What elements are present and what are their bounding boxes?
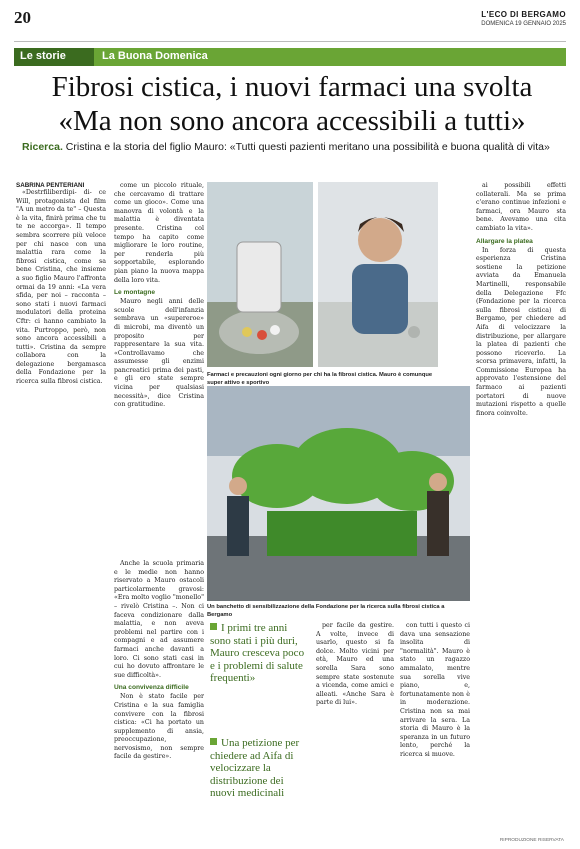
column-3-text: Anche la scuola primaria e le medie non hanno riservato a Mauro ostacoli particolarmente gravosi: «Era molto voglio "monello" – rivelò Cristina –. Non ci faceva condizionare dalla malattia, e non aveva problemi nel partire con i compagni e ad assumere farmaci anche davanti a loro. Ci sono stati casi in cui ho dovuto affrontare le sue difficoltà». (114, 560, 204, 679)
photo-stand (207, 386, 470, 601)
column-6-text: con tutti i questo ci dava una sensazione insolita di "normalità". Mauro è stato un ragazzo ammalato, mentre sua sorella vive piano, e, fortunatamente non è in moderazione. Cristina non sa mai arrivare la sera. La storia di Mauro è la speranza in un futuro lento, perché la ricerca si muove. (400, 622, 470, 758)
medication-illustration (207, 182, 313, 367)
section-primary: Le storie (14, 48, 94, 66)
paper-date: DOMENICA 19 GENNAIO 2025 (481, 21, 566, 27)
article-column-4 (476, 182, 566, 832)
paper-name: L'ECO DI BERGAMO (481, 10, 566, 19)
pullquote-marker (210, 623, 217, 630)
section-secondary: La Buona Domenica (94, 48, 566, 66)
article-column-2-bottom (114, 560, 204, 832)
masthead (14, 8, 566, 42)
caption-photo-stand: Un banchetto di sensibilizzazione della Fondazione per la ricerca sulla fibrosi cistica a Bergamo (207, 604, 445, 618)
headline (22, 70, 562, 138)
pullquote-marker (210, 738, 217, 745)
article-column-6 (400, 622, 470, 834)
column-5-text: per facile da gestire. A volte, invece di usarlo, questo si fa dolce. Molto vicini per età, Mauro ed una sorella Sara sono sempre state sostenute a vicenda, come amici e alleati. «Anche Sara è parte di lui». (316, 622, 394, 707)
pullquote-2-text: Una petizione per chiedere ad Aifa di velocizzare la distribuzione dei nuovi medicinali (210, 737, 300, 799)
pullquote-1 (210, 622, 310, 685)
caption-photos-top: Farmaci e precauzioni ogni giorno per chi ha la fibrosi cistica. Mauro è comunque super attivo e sportivo (207, 372, 433, 386)
section-bar (14, 48, 566, 66)
subhead-montagne: Le montagne (114, 289, 156, 297)
pullquote-2 (210, 737, 310, 800)
headline-line-2: «Ma non sono ancora accessibili a tutti» (58, 105, 526, 137)
column-2-text: come un piccolo rituale, che cercavamo di trattare come un gioco». Come una manovra di volontà e la malattia è diventata presente. Cristina col tempo ha capito come migliorare le loro routine, per renderla più sopportabile, esplorando pian piano la nuova mappa della loro vita. (114, 182, 204, 284)
footer-credit: RIPRODUZIONE RISERVATA (499, 838, 564, 843)
subhead-convivenza: Una convivenza difficile (114, 684, 189, 692)
photo-medication (207, 182, 313, 367)
portrait-illustration (318, 182, 438, 367)
kicker-text: Cristina e la storia del figlio Mauro: «Tutti questi pazienti meritano una possibilità e buona qualità di vita» (62, 141, 550, 153)
column-2b-text: Mauro negli anni delle scuole dell'infanzia sembrava un «supereroe» di microbi, ma diventò un proposito per rappresentare la sua vita. «Controllavamo che assumesse gli enzimi pancreatici prima dei pasti, e gli ero state sempre vicina per qualsiasi necessità», dice Cristina con gratitudine. (114, 298, 204, 409)
column-4-text: ai possibili effetti collaterali. Ma se prima c'erano continue infezioni e farmaci, ora Mauro sta bene. Avevamo una cita cambiato la vita». (476, 182, 566, 232)
kicker (22, 140, 562, 154)
article-column-1 (16, 182, 106, 832)
stand-illustration (207, 386, 470, 601)
byline: SABRINA PENTERIANI (16, 182, 85, 189)
column-bottom-text: Non è stato facile per Cristina e la sua famiglia convivere con la fibrosi cistica: «Ci ha portato un supplemento di ansia, preoccupazione, nervosismo, non sempre facile da gestire». (114, 693, 204, 761)
kicker-lead: Ricerca. (22, 141, 63, 153)
subhead-platea: Allargare la platea (476, 237, 533, 245)
pullquote-1-text: I primi tre anni sono stati i più duri, Mauro cresceva poco e i problemi di salute frequenti» (210, 622, 305, 684)
photo-portrait (318, 182, 438, 367)
headline-line-1: Fibrosi cistica, i nuovi farmaci una svolta (51, 71, 533, 103)
column-1-text: «Destrfiliberdipi- di- ce Will, protagonista del film "A un metro da te" – Questa è la vita, finirà prima che tu te ne accorga». Il tempo sembra scorrere più veloce per chi nasce con una malattia rara come la fibrosi cistica, come sa bene Cristina, che insieme a suo figlio Mauro l'affronta ormai da 19 anni: «La vera sfida, per noi – racconta – sono stati i nuovi farmaci modulatori della proteina Cftr: ci hanno cambiato la vita. Purtroppo, però, non sono ancora accessibili a tutti». Cristina da sempre collabora con la delegazione bergamasca della Fondazione per la ricerca sulla fibrosi cistica. (16, 189, 106, 386)
article-column-2 (114, 182, 204, 557)
article-column-5 (316, 622, 394, 834)
page-number: 20 (14, 8, 31, 27)
column-4b-text: In forza di questa esperienza Cristina sostiene la petizione avviata da Emanuela Martinelli, responsabile della Delegazione Ffc (Fondazione per la ricerca sulla fibrosi cistica) di Bergamo, per chiedere ad Aifa di velocizzare la distribuzione, per allargare la platea di pazienti che possono riceverlo. La scorsa primavera, infatti, la Commissione Europea ha approvato l'estensione del farmaco ai pazienti portatori di nuove mutazioni rispetto a quelle finora coinvolte. (476, 246, 566, 417)
